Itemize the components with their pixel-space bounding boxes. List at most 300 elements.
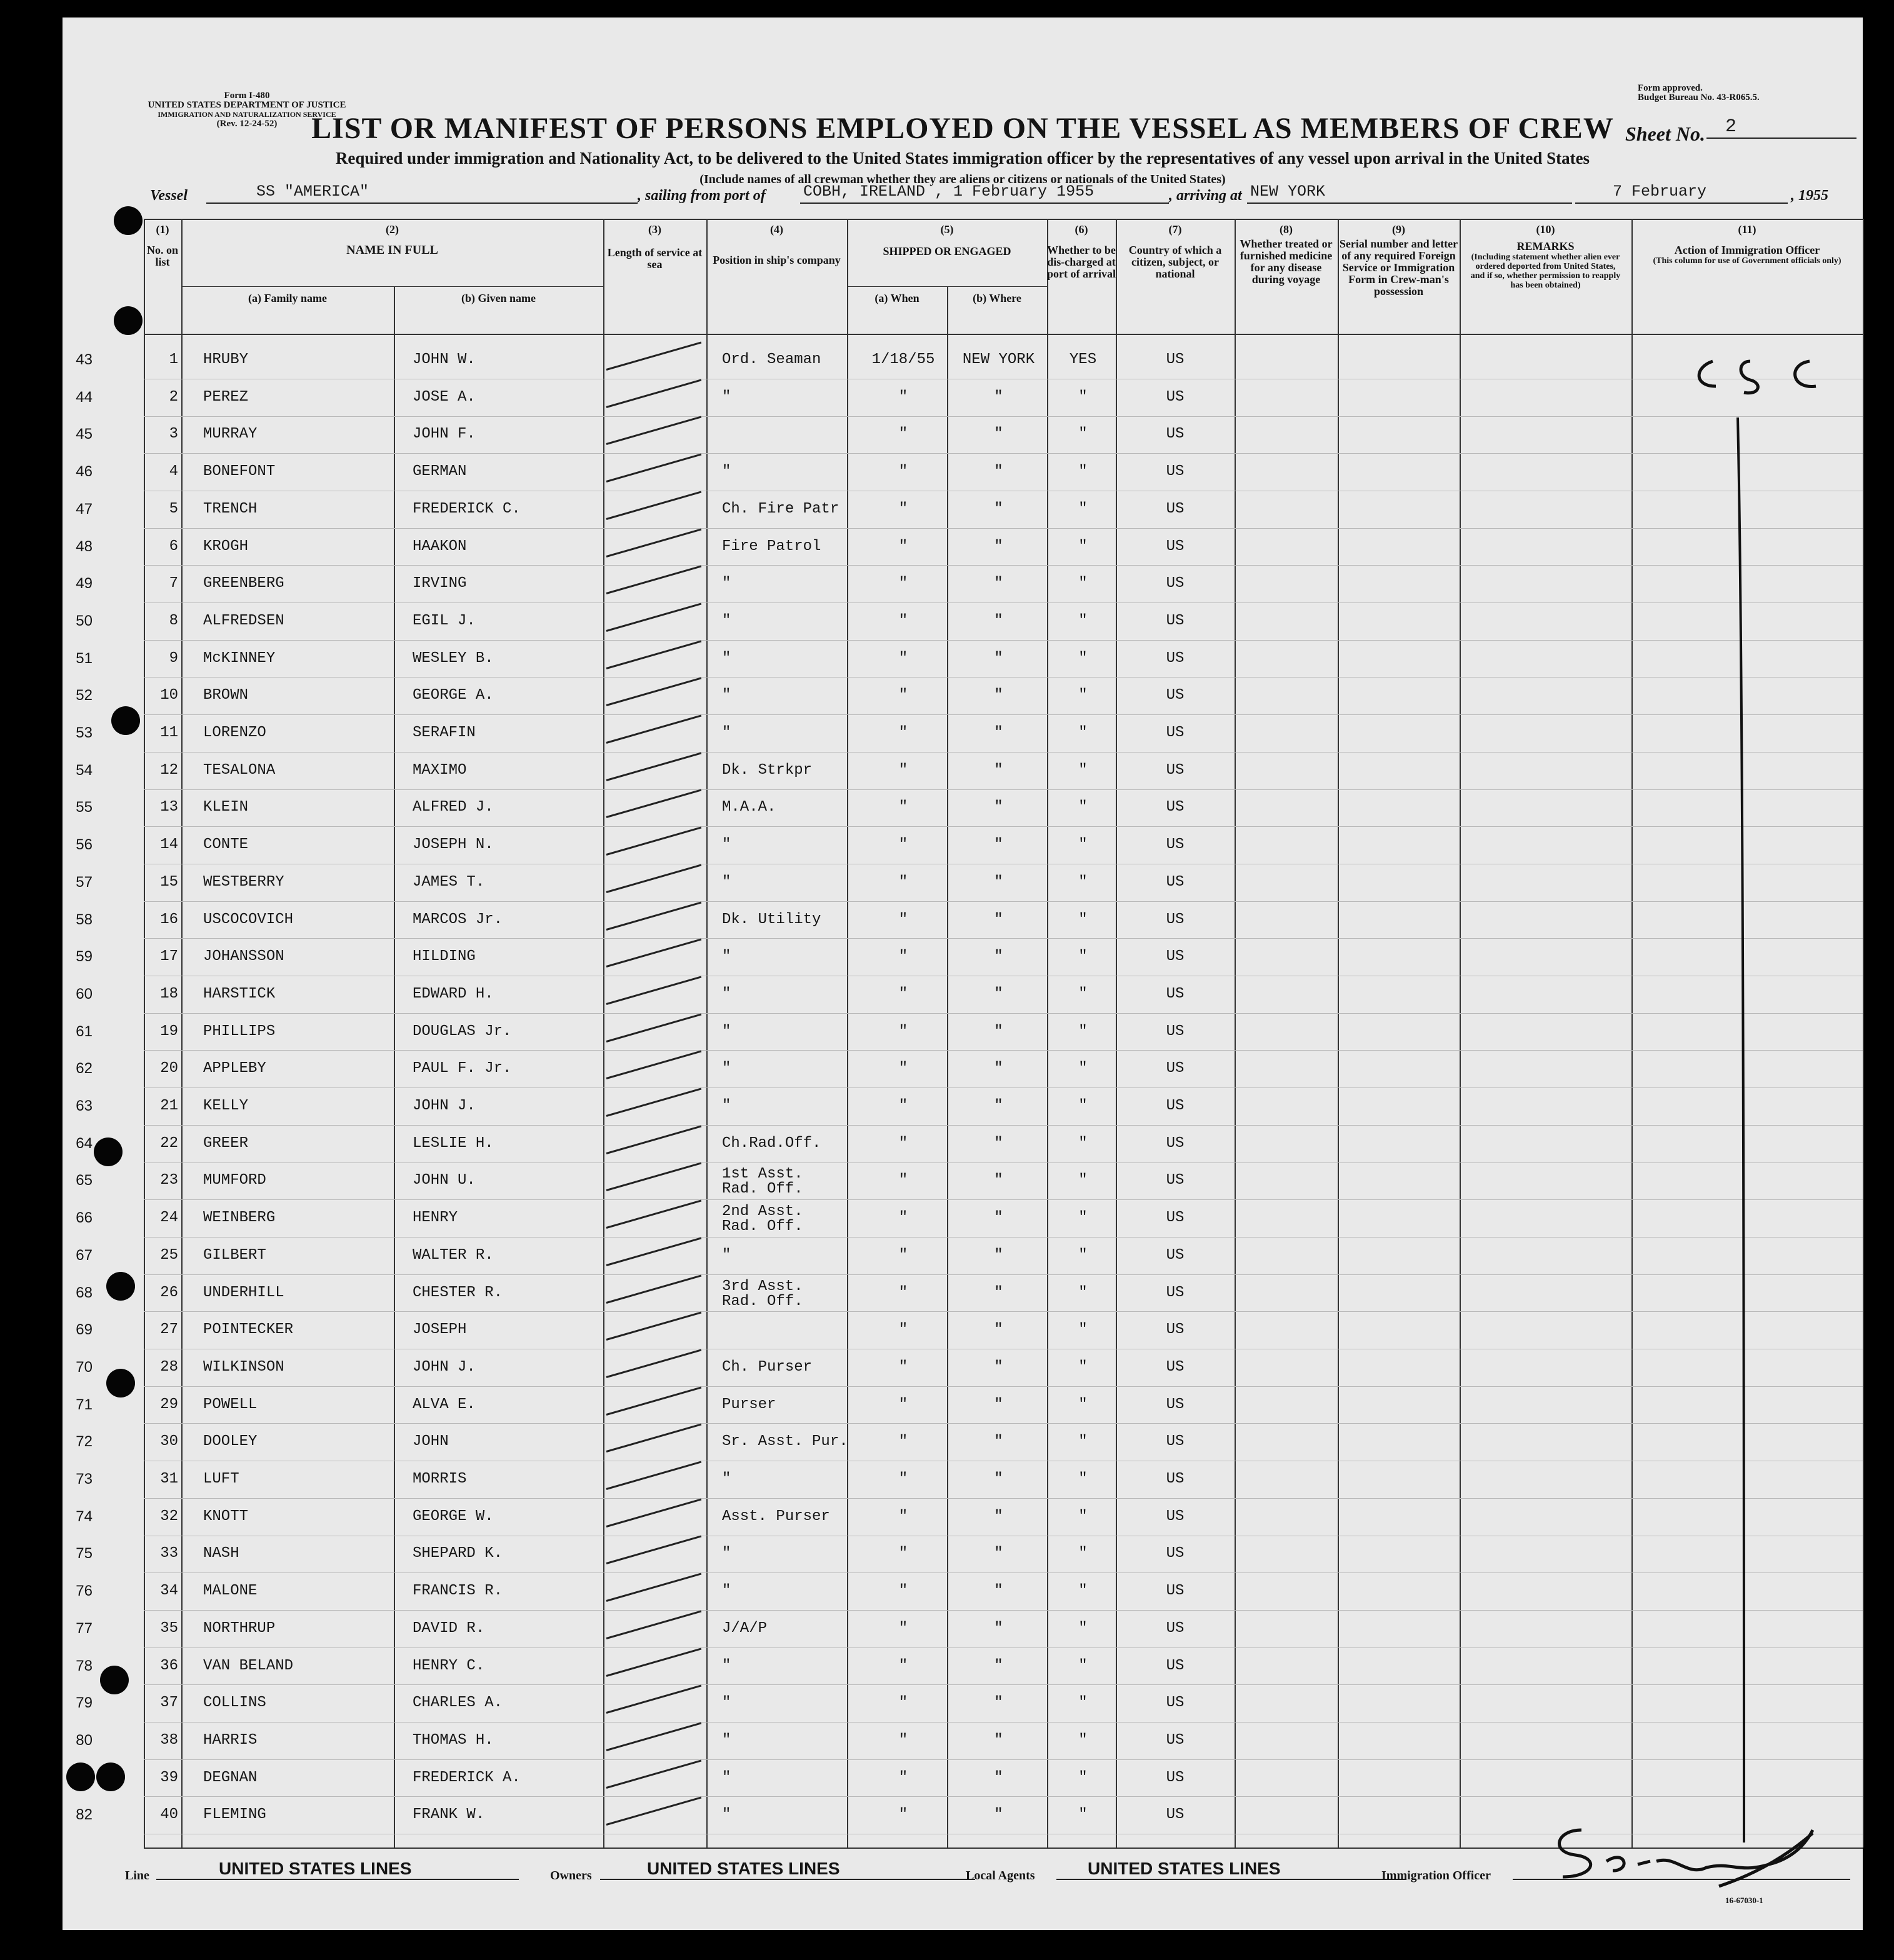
discharged: " xyxy=(1078,1022,1088,1040)
shipped-when: " xyxy=(898,1769,908,1786)
family-name: USCOCOVICH xyxy=(203,911,294,928)
shipped-where: " xyxy=(994,1545,1003,1562)
discharged: " xyxy=(1078,500,1088,518)
binder-hole xyxy=(106,1369,135,1398)
shipped-where: " xyxy=(994,575,1003,592)
shipped-when: " xyxy=(898,687,908,704)
family-name: HRUBY xyxy=(203,351,249,368)
row-divider xyxy=(144,1311,1863,1312)
family-name: GILBERT xyxy=(203,1246,266,1264)
binder-hole xyxy=(96,1762,125,1791)
row-divider xyxy=(144,1386,1863,1387)
discharged: " xyxy=(1078,1358,1088,1376)
service-slash-mark xyxy=(606,901,702,930)
position: " xyxy=(722,1582,731,1600)
row-divider xyxy=(144,1237,1863,1238)
service-slash-mark xyxy=(606,379,702,408)
list-number: 34 xyxy=(160,1582,178,1600)
shipped-where: " xyxy=(994,1172,1003,1189)
shipped-when: " xyxy=(898,1508,908,1525)
discharged: " xyxy=(1078,1396,1088,1413)
family-name: MURRAY xyxy=(203,426,258,443)
country: US xyxy=(1166,761,1185,779)
shipped-where: " xyxy=(994,1769,1003,1786)
list-number: 35 xyxy=(160,1619,178,1637)
shipped-when: " xyxy=(898,426,908,443)
discharged: " xyxy=(1078,1246,1088,1264)
position: " xyxy=(722,985,731,1002)
service-slash-mark xyxy=(606,1797,702,1826)
discharged: " xyxy=(1078,1545,1088,1562)
given-name: HAAKON xyxy=(413,538,467,555)
list-number: 12 xyxy=(160,761,178,779)
service-slash-mark xyxy=(606,640,702,669)
sheet-line-number: 77 xyxy=(76,1619,93,1637)
family-name: JOHANSSON xyxy=(203,948,284,966)
shipped-when: " xyxy=(898,1358,908,1376)
given-name: EGIL J. xyxy=(413,612,476,629)
shipped-when: " xyxy=(898,1284,908,1301)
row-divider xyxy=(144,789,1863,790)
position: 2nd Asst. Rad. Off. xyxy=(722,1203,803,1236)
discharged: " xyxy=(1078,1284,1088,1301)
shipped-where: " xyxy=(994,1209,1003,1227)
discharged: " xyxy=(1078,575,1088,592)
given-name: DAVID R. xyxy=(413,1619,485,1637)
family-name: MALONE xyxy=(203,1582,258,1600)
position: 3rd Asst. Rad. Off. xyxy=(722,1278,803,1310)
row-divider xyxy=(144,1050,1863,1051)
agents-label: Local Agents xyxy=(966,1869,1035,1882)
sheet-line-number: 48 xyxy=(76,538,93,555)
shipped-when: " xyxy=(898,1731,908,1749)
country: US xyxy=(1166,948,1185,966)
given-name: JOHN W. xyxy=(413,351,476,368)
family-name: KLEIN xyxy=(203,799,249,816)
service-slash-mark xyxy=(606,1312,702,1341)
service-slash-mark xyxy=(606,1274,702,1303)
given-name: JOHN F. xyxy=(413,426,476,443)
sheet-line-number: 75 xyxy=(76,1545,93,1562)
family-name: DEGNAN xyxy=(203,1769,258,1786)
line-label: Line xyxy=(125,1869,149,1882)
shipped-when: " xyxy=(898,1471,908,1488)
shipped-when: " xyxy=(898,1582,908,1600)
service-slash-mark xyxy=(606,1461,702,1490)
service-slash-mark xyxy=(606,1573,702,1602)
col-6-header: (6) Whether to be dis-charged at port of arrival xyxy=(1047,223,1116,280)
row-divider xyxy=(144,640,1863,641)
family-name: ALFREDSEN xyxy=(203,612,284,629)
service-slash-mark xyxy=(606,566,702,594)
family-name: WEINBERG xyxy=(203,1209,276,1227)
family-name: POWELL xyxy=(203,1396,258,1413)
discharged: " xyxy=(1078,1769,1088,1786)
given-name: EDWARD H. xyxy=(413,985,494,1002)
country: US xyxy=(1166,1284,1185,1301)
row-divider xyxy=(144,1572,1863,1573)
discharged: " xyxy=(1078,1731,1088,1749)
family-name: UNDERHILL xyxy=(203,1284,284,1301)
discharged: " xyxy=(1078,1657,1088,1674)
sheet-line-number: 79 xyxy=(76,1694,93,1712)
country: US xyxy=(1166,1582,1185,1600)
shipped-where: " xyxy=(994,1358,1003,1376)
sheet-line-number: 82 xyxy=(76,1806,93,1824)
given-name: FRANK W. xyxy=(413,1806,485,1824)
col-4-header: (4) Position in ship's company xyxy=(713,223,841,266)
family-name: LUFT xyxy=(203,1471,239,1488)
country: US xyxy=(1166,1209,1185,1227)
discharged: " xyxy=(1078,1582,1088,1600)
service-slash-mark xyxy=(606,752,702,781)
position: " xyxy=(722,463,731,481)
discharged: " xyxy=(1078,799,1088,816)
family-name: COLLINS xyxy=(203,1694,266,1712)
col-2b-header: (b) Given name xyxy=(461,292,536,304)
country: US xyxy=(1166,1134,1185,1152)
family-name: PEREZ xyxy=(203,388,249,406)
row-divider xyxy=(144,602,1863,603)
sheet-line-number: 44 xyxy=(76,388,93,406)
service-slash-mark xyxy=(606,976,702,1004)
family-name: KNOTT xyxy=(203,1508,249,1525)
service-slash-mark xyxy=(606,1125,702,1154)
sheet-line-number: 54 xyxy=(76,761,93,779)
service-slash-mark xyxy=(606,939,702,968)
shipped-where: " xyxy=(994,724,1003,741)
col-1-header: (1) No. on list xyxy=(146,223,178,268)
given-name: ALVA E. xyxy=(413,1396,476,1413)
discharged: " xyxy=(1078,1694,1088,1712)
service-slash-mark xyxy=(606,1685,702,1714)
list-number: 13 xyxy=(160,799,178,816)
position: M.A.A. xyxy=(722,799,776,816)
shipped-where: " xyxy=(994,1619,1003,1637)
family-name: NASH xyxy=(203,1545,239,1562)
discharged: " xyxy=(1078,687,1088,704)
row-divider xyxy=(144,1125,1863,1126)
country: US xyxy=(1166,388,1185,406)
service-slash-mark xyxy=(606,1498,702,1527)
list-number: 25 xyxy=(160,1246,178,1264)
discharged: " xyxy=(1078,873,1088,891)
arrival-date: 7 February xyxy=(1613,182,1707,201)
list-number: 20 xyxy=(160,1060,178,1078)
binder-hole xyxy=(94,1138,123,1166)
list-number: 5 xyxy=(169,500,178,518)
given-name: JOHN J. xyxy=(413,1098,476,1114)
family-name: CONTE xyxy=(203,836,249,854)
list-number: 21 xyxy=(160,1098,178,1114)
country: US xyxy=(1166,1806,1185,1824)
country: US xyxy=(1166,1545,1185,1562)
given-name: FREDERICK A. xyxy=(413,1769,521,1786)
given-name: WESLEY B. xyxy=(413,649,494,667)
position: " xyxy=(722,1657,731,1674)
list-number: 27 xyxy=(160,1321,178,1339)
sheet-line-number: 52 xyxy=(76,687,93,704)
service-slash-mark xyxy=(606,602,702,631)
shipped-when: " xyxy=(898,1098,908,1114)
form-id: Form I-480 xyxy=(224,91,270,101)
sheet-line-number: 58 xyxy=(76,911,93,928)
family-name: HARRIS xyxy=(203,1731,258,1749)
family-name: APPLEBY xyxy=(203,1060,266,1078)
country: US xyxy=(1166,1060,1185,1078)
departure-port: COBH, IRELAND , 1 February 1955 xyxy=(803,182,1095,201)
shipped-when: " xyxy=(898,1172,908,1189)
binder-hole xyxy=(111,706,140,735)
country: US xyxy=(1166,426,1185,443)
page-subtitle: Required under immigration and Nationality Act, to be delivered to the United States immigration officer by the representatives of any vessel upon arrival in the United States xyxy=(335,149,1590,168)
sheet-line-number: 70 xyxy=(76,1358,93,1376)
col-2a-header: (a) Family name xyxy=(248,292,327,304)
service-slash-mark xyxy=(606,1386,702,1415)
given-name: SHEPARD K. xyxy=(413,1545,503,1562)
country: US xyxy=(1166,612,1185,629)
page-note: (Include names of all crewman whether they are aliens or citizens or nationals of the United States) xyxy=(699,172,1226,186)
list-number: 24 xyxy=(160,1209,178,1227)
officer-signature xyxy=(1531,1818,1825,1892)
row-divider xyxy=(144,1759,1863,1760)
col-5a-header: (a) When xyxy=(874,292,919,304)
shipped-when: " xyxy=(898,1022,908,1040)
service-slash-mark xyxy=(606,1051,702,1079)
discharged: " xyxy=(1078,911,1088,928)
position: " xyxy=(722,1471,731,1488)
given-name: PAUL F. Jr. xyxy=(413,1060,512,1078)
given-name: MORRIS xyxy=(413,1471,467,1488)
sheet-line-number: 49 xyxy=(76,575,93,592)
shipped-where: NEW YORK xyxy=(962,351,1035,368)
print-code: 16-67030-1 xyxy=(1725,1896,1763,1905)
list-number: 30 xyxy=(160,1433,178,1451)
position: " xyxy=(722,724,731,741)
list-number: 37 xyxy=(160,1694,178,1712)
list-number: 40 xyxy=(160,1806,178,1824)
row-divider xyxy=(144,901,1863,902)
shipped-where: " xyxy=(994,1284,1003,1301)
given-name: DOUGLAS Jr. xyxy=(413,1022,512,1040)
sheet-line-number: 63 xyxy=(76,1098,93,1114)
country: US xyxy=(1166,351,1185,368)
list-number: 17 xyxy=(160,948,178,966)
discharged: " xyxy=(1078,649,1088,667)
position: " xyxy=(722,1694,731,1712)
discharged: " xyxy=(1078,388,1088,406)
list-number: 11 xyxy=(160,724,178,741)
row-divider xyxy=(144,1013,1863,1014)
list-number: 18 xyxy=(160,985,178,1002)
position: " xyxy=(722,1098,731,1114)
shipped-when: " xyxy=(898,948,908,966)
position: " xyxy=(722,1806,731,1824)
sheet-label: Sheet No. xyxy=(1625,122,1705,145)
country: US xyxy=(1166,1619,1185,1637)
discharged: " xyxy=(1078,1619,1088,1637)
given-name: THOMAS H. xyxy=(413,1731,494,1749)
given-name: FREDERICK C. xyxy=(413,500,521,518)
list-number: 3 xyxy=(169,426,178,443)
shipped-when: " xyxy=(898,799,908,816)
form-dept: UNITED STATES DEPARTMENT OF JUSTICE xyxy=(148,100,346,110)
country: US xyxy=(1166,1508,1185,1525)
sheet-line-number: 78 xyxy=(76,1657,93,1674)
list-number: 22 xyxy=(160,1134,178,1152)
family-name: DOOLEY xyxy=(203,1433,258,1451)
list-number: 33 xyxy=(160,1545,178,1562)
form-service: IMMIGRATION AND NATURALIZATION SERVICE xyxy=(158,110,336,119)
service-slash-mark xyxy=(606,1424,702,1452)
family-name: KROGH xyxy=(203,538,249,555)
discharged: " xyxy=(1078,985,1088,1002)
list-number: 6 xyxy=(169,538,178,555)
discharged: " xyxy=(1078,724,1088,741)
position: Ch. Fire Patr xyxy=(722,500,839,518)
position: " xyxy=(722,687,731,704)
family-name: GREER xyxy=(203,1134,249,1152)
shipped-where: " xyxy=(994,761,1003,779)
given-name: MARCOS Jr. xyxy=(413,911,503,928)
sheet-line-number: 53 xyxy=(76,724,93,741)
list-number: 38 xyxy=(160,1731,178,1749)
shipped-where: " xyxy=(994,836,1003,854)
col-11-header: (11) Action of Immigration Officer (This column for use of Government officials only) xyxy=(1653,223,1841,266)
family-name: LORENZO xyxy=(203,724,266,741)
given-name: ALFRED J. xyxy=(413,799,494,816)
sheet-line-number: 74 xyxy=(76,1508,93,1525)
list-number: 14 xyxy=(160,836,178,854)
row-divider xyxy=(144,938,1863,939)
list-number: 8 xyxy=(169,612,178,629)
country: US xyxy=(1166,724,1185,741)
sheet-line-number: 59 xyxy=(76,948,93,966)
discharged: " xyxy=(1078,1134,1088,1152)
discharged: " xyxy=(1078,1172,1088,1189)
shipped-when: 1/18/55 xyxy=(871,351,935,368)
list-number: 28 xyxy=(160,1358,178,1376)
col-7-header: (7) Country of which a citizen, subject, or national xyxy=(1128,223,1222,280)
family-name: BROWN xyxy=(203,687,249,704)
shipped-when: " xyxy=(898,1396,908,1413)
row-divider xyxy=(144,1684,1863,1685)
shipped-where: " xyxy=(994,948,1003,966)
discharged: " xyxy=(1078,612,1088,629)
discharged: " xyxy=(1078,1471,1088,1488)
position: " xyxy=(722,1022,731,1040)
row-divider xyxy=(144,1162,1863,1163)
service-slash-mark xyxy=(606,1013,702,1042)
vessel-name: SS "AMERICA" xyxy=(256,182,369,201)
row-divider xyxy=(144,1199,1863,1200)
form-rev: (Rev. 12-24-52) xyxy=(216,119,278,129)
shipped-where: " xyxy=(994,388,1003,406)
service-slash-mark xyxy=(606,864,702,892)
row-divider xyxy=(144,826,1863,827)
list-number: 9 xyxy=(169,649,178,667)
sheet-line-number: 45 xyxy=(76,426,93,443)
shipped-where: " xyxy=(994,985,1003,1002)
shipped-where: " xyxy=(994,1321,1003,1339)
position: " xyxy=(722,1545,731,1562)
sheet-line-number: 60 xyxy=(76,985,93,1002)
service-slash-mark xyxy=(606,715,702,744)
position: Fire Patrol xyxy=(722,538,821,555)
given-name: CHESTER R. xyxy=(413,1284,503,1301)
row-divider xyxy=(144,1274,1863,1275)
discharged: " xyxy=(1078,463,1088,481)
col-5b-header: (b) Where xyxy=(973,292,1021,304)
shipped-when: " xyxy=(898,500,908,518)
position: " xyxy=(722,649,731,667)
sailing-label: , sailing from port of xyxy=(638,188,766,204)
family-name: McKINNEY xyxy=(203,649,276,667)
given-name: WALTER R. xyxy=(413,1246,494,1264)
country: US xyxy=(1166,1396,1185,1413)
country: US xyxy=(1166,911,1185,928)
position: " xyxy=(722,388,731,406)
shipped-when: " xyxy=(898,1134,908,1152)
shipped-when: " xyxy=(898,1806,908,1824)
officer-label: Immigration Officer xyxy=(1381,1869,1491,1882)
shipped-when: " xyxy=(898,612,908,629)
shipped-when: " xyxy=(898,873,908,891)
given-name: JAMES T. xyxy=(413,873,485,891)
given-name: HILDING xyxy=(413,948,476,966)
list-number: 31 xyxy=(160,1471,178,1488)
service-slash-mark xyxy=(606,1722,702,1751)
service-slash-mark xyxy=(606,342,702,371)
shipped-when: " xyxy=(898,985,908,1002)
binder-hole xyxy=(114,206,143,235)
country: US xyxy=(1166,1694,1185,1712)
shipped-where: " xyxy=(994,1731,1003,1749)
given-name: MAXIMO xyxy=(413,761,467,779)
agents-value: UNITED STATES LINES xyxy=(1088,1859,1281,1878)
arrival-port: NEW YORK xyxy=(1250,182,1326,201)
given-name: JOHN xyxy=(413,1433,449,1451)
sheet-line-number: 51 xyxy=(76,649,93,667)
shipped-where: " xyxy=(994,799,1003,816)
discharged: " xyxy=(1078,1806,1088,1824)
country: US xyxy=(1166,1769,1185,1786)
service-slash-mark xyxy=(606,416,702,445)
list-number: 19 xyxy=(160,1022,178,1040)
position: J/A/P xyxy=(722,1619,768,1637)
sheet-line-number: 66 xyxy=(76,1209,93,1227)
shipped-where: " xyxy=(994,1134,1003,1152)
service-slash-mark xyxy=(606,1237,702,1266)
shipped-where: " xyxy=(994,1508,1003,1525)
position: " xyxy=(722,1731,731,1749)
position: " xyxy=(722,612,731,629)
given-name: SERAFIN xyxy=(413,724,476,741)
shipped-where: " xyxy=(994,463,1003,481)
sheet-line-number: 61 xyxy=(76,1022,93,1040)
col-5-header: (5) SHIPPED OR ENGAGED xyxy=(883,223,1011,258)
service-slash-mark xyxy=(606,1162,702,1191)
family-name: PHILLIPS xyxy=(203,1022,276,1040)
list-number: 23 xyxy=(160,1172,178,1189)
discharged: " xyxy=(1078,1098,1088,1114)
shipped-where: " xyxy=(994,1806,1003,1824)
shipped-where: " xyxy=(994,1396,1003,1413)
shipped-where: " xyxy=(994,911,1003,928)
country: US xyxy=(1166,1172,1185,1189)
discharged: YES xyxy=(1069,351,1097,368)
shipped-where: " xyxy=(994,649,1003,667)
